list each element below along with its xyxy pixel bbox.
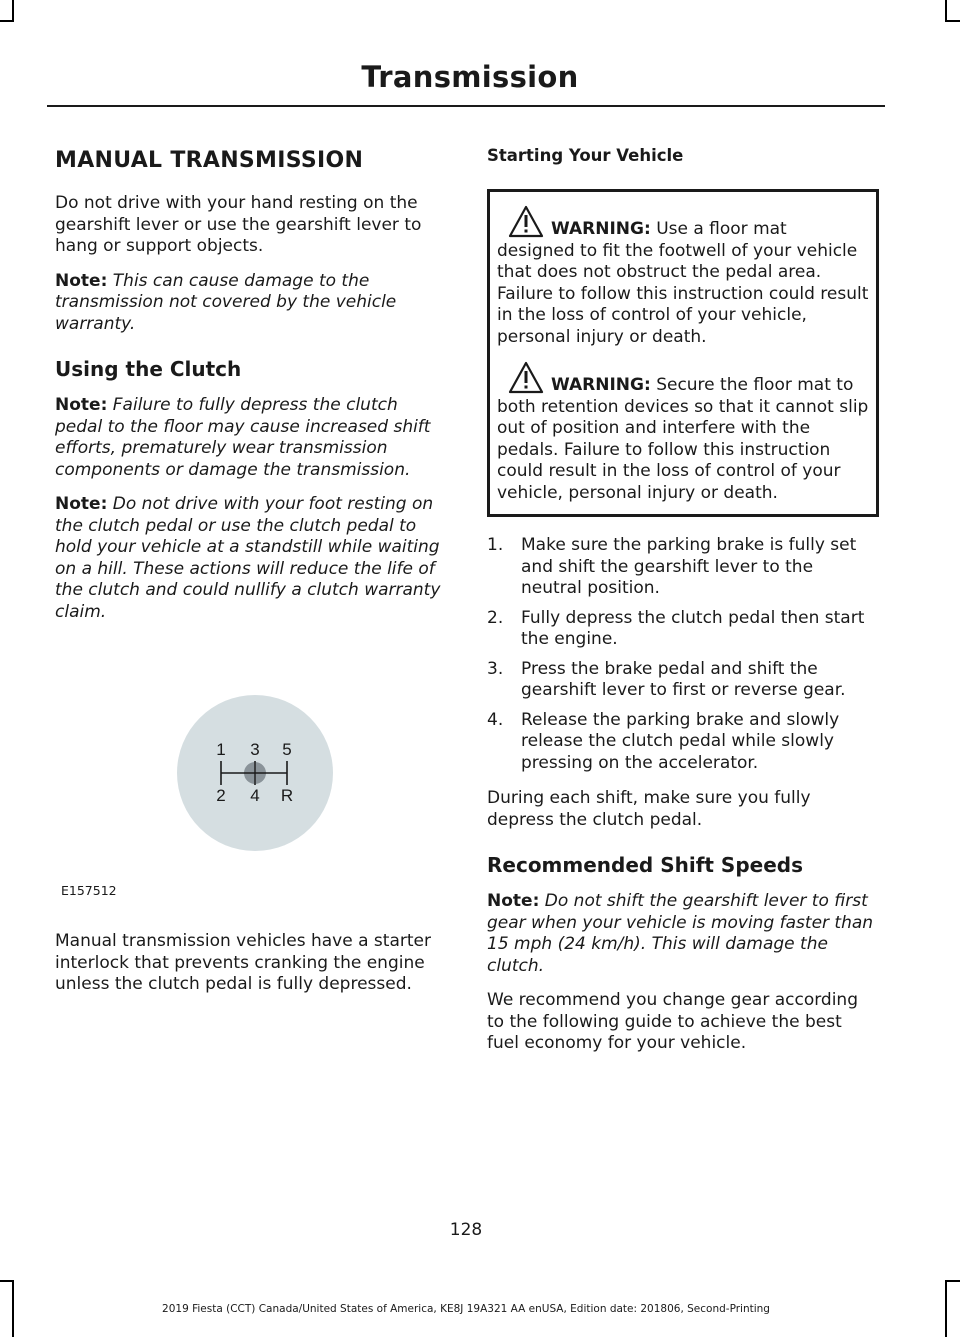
note-text: Do not shift the gearshift lever to first gear when your vehicle is moving faster than 15 mph (24 km/h). This will damage the clutch. xyxy=(487,891,874,976)
warning-text: Use a floor mat designed to fit the footwell of your vehicle that does not obstruct the pedal area. Failure to follow this instruction could result in the loss of control of your vehicle, personal injury or death. xyxy=(497,219,869,347)
interlock-paragraph: Manual transmission vehicles have a starter interlock that prevents cranking the engine unless the clutch pedal is fully depressed. xyxy=(55,931,431,994)
header-divider xyxy=(47,105,885,107)
crop-mark-top-left-h xyxy=(0,20,14,22)
note-label: Note: xyxy=(55,494,108,514)
step-text: Press the brake pedal and shift the gearshift lever to first or reverse gear. xyxy=(521,658,846,700)
gear-label-5: 5 xyxy=(282,740,292,759)
gear-label-1: 1 xyxy=(216,740,226,759)
step-number: 1. xyxy=(487,535,504,555)
recommend-paragraph: We recommend you change gear according to the following guide to achieve the best fuel economy for your vehicle. xyxy=(487,990,858,1053)
note-text: This can cause damage to the transmission not covered by the vehicle warranty. xyxy=(55,270,397,334)
page-header-title: Transmission xyxy=(361,60,579,94)
list-item xyxy=(487,535,879,600)
gear-label-2: 2 xyxy=(216,786,226,805)
warning-label: WARNING: xyxy=(551,219,651,239)
gearshift-pattern-figure xyxy=(55,693,447,911)
crop-mark-bottom-right-v xyxy=(945,1280,947,1337)
warning-triangle-icon xyxy=(507,360,545,396)
note-label: Note: xyxy=(55,270,108,291)
shift-speeds-heading: Recommended Shift Speeds xyxy=(487,853,803,877)
left-column xyxy=(55,140,447,1009)
starting-steps-list xyxy=(487,535,879,774)
note-label: Note: xyxy=(487,891,540,911)
crop-mark-bottom-left-h xyxy=(0,1280,14,1282)
crop-mark-top-left-v xyxy=(12,0,14,22)
note-text: Do not drive with your foot resting on the clutch pedal or use the clutch pedal to hold your vehicle at a standstill while waiting on a hill. These actions will reduce the life of the clutch and could nullify a clutch warranty claim. xyxy=(55,494,441,622)
warning-label: WARNING: xyxy=(551,375,651,395)
starting-heading: Starting Your Vehicle xyxy=(487,146,684,165)
warning-floor-mat-fit xyxy=(497,204,869,348)
crop-mark-top-right-v xyxy=(945,0,947,22)
note-warranty xyxy=(55,271,447,336)
gear-label-r: R xyxy=(280,786,294,805)
warning-triangle-icon xyxy=(507,204,545,240)
note-clutch-depress xyxy=(55,395,447,481)
gearshift-pattern-diagram xyxy=(175,693,335,853)
warning-box xyxy=(487,189,879,517)
step-number: 4. xyxy=(487,709,504,730)
step-text: Make sure the parking brake is fully set and shift the gearshift lever to the neutral position. xyxy=(521,535,857,598)
gear-label-3: 3 xyxy=(250,740,260,759)
step-number: 3. xyxy=(487,658,504,679)
crop-mark-bottom-right-h xyxy=(945,1280,960,1282)
gear-label-4: 4 xyxy=(250,786,260,805)
list-item xyxy=(487,659,879,702)
step-text: Release the parking brake and slowly release the clutch pedal while slowly pressing on the accelerator. xyxy=(521,709,840,773)
note-label: Note: xyxy=(55,395,108,415)
warning-floor-mat-secure xyxy=(497,360,869,504)
right-column xyxy=(487,140,879,1068)
figure-id: E157512 xyxy=(61,883,117,898)
step-text: Fully depress the clutch pedal then start the engine. xyxy=(521,607,865,649)
section-title: MANUAL TRANSMISSION xyxy=(55,148,364,173)
note-clutch-rest xyxy=(55,494,447,623)
note-first-gear xyxy=(487,891,879,977)
warning-text: Secure the floor mat to both retention devices so that it cannot slip out of position and interfere with the pedals. Failure to follow this instruction could result in the loss of control of your vehicle, personal injury or death. xyxy=(497,375,869,503)
list-item xyxy=(487,710,879,775)
crop-mark-top-right-h xyxy=(945,20,960,22)
step-number: 2. xyxy=(487,607,504,628)
intro-paragraph: Do not drive with your hand resting on the gearshift lever or use the gearshift lever to hang or support objects. xyxy=(55,193,422,256)
page-number: 128 xyxy=(449,1220,483,1240)
footer-edition: 2019 Fiesta (CCT) Canada/United States of America, KE8J 19A321 AA enUSA, Edition date: 201806, Second-Printing xyxy=(162,1303,770,1315)
clutch-heading: Using the Clutch xyxy=(55,357,242,381)
list-item xyxy=(487,608,879,651)
shift-tip-paragraph: During each shift, make sure you fully depress the clutch pedal. xyxy=(487,788,811,830)
note-text: Failure to fully depress the clutch pedal to the floor may cause increased shift efforts, prematurely wear transmission components or damage the transmission. xyxy=(55,395,431,480)
